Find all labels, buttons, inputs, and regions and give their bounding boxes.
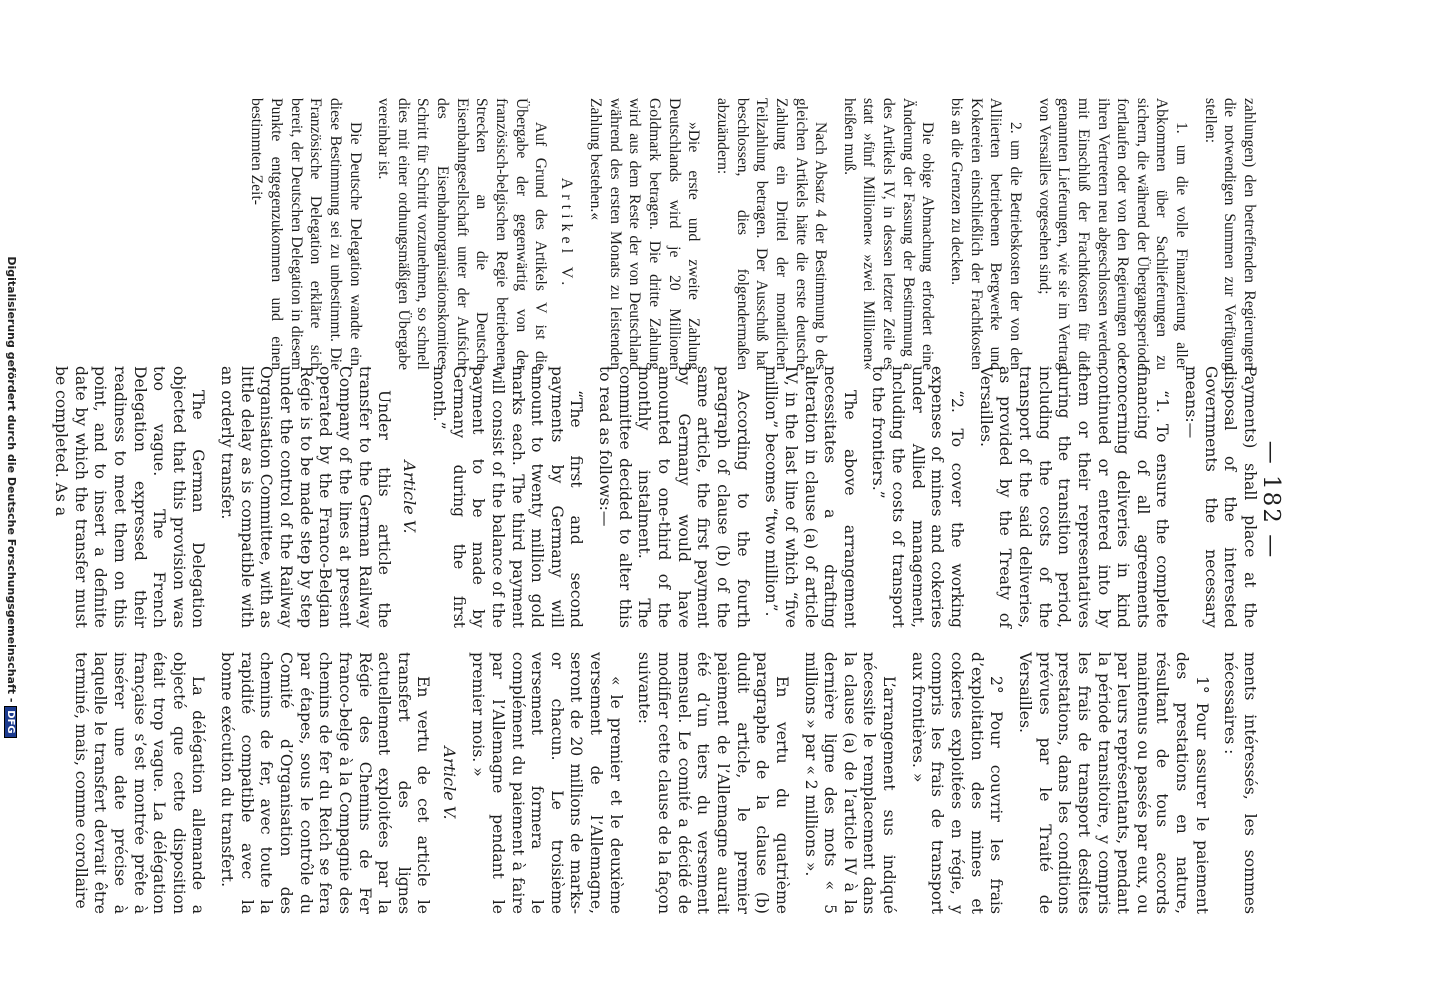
french-paragraph: 2° Pour couvrir les frais d’exploitation des mines et cokeries exploitées en régie, y compris les frais de transport aux frontières. » <box>908 652 1006 914</box>
french-article-heading: Article V. <box>439 746 459 820</box>
german-article-heading: Artikel V. <box>558 177 576 291</box>
french-paragraph: ments intéressés, les sommes nécessaires : <box>1221 652 1259 914</box>
german-paragraph: 2. um die Betriebskosten der von den Alliierten betriebenen Bergwerke und Kokereien einschließlich der Frachtkosten bis an die Grenzen zu decken. <box>948 98 1024 370</box>
english-paragraph: “1. To ensure the complete financing of all agreements concerning deliveries in kind continued or entered into by them or their representatives during the transition period, including the costs of the transport of the said deliveries, as provided by the Treaty of Versailles. <box>976 366 1172 628</box>
german-paragraph: 1. um die volle Finanzierung aller Abkommen über Sachlieferungen zu sichern, die während der Übergangsperiode fortlaufen oder von den Regierungen oder ihren Vertretern neu abgeschlossen werden, mit Einschluß der Frachtkosten für die genannten Lieferungen, wie sie im Vertrag von Versailles vorgesehen sind; <box>1035 98 1191 370</box>
french-column <box>71 652 1259 914</box>
german-column <box>119 98 1259 370</box>
english-paragraph: Under this article the transfer to the German Railway Company of the lines at present operated by the Franco-Belgian Régie is to be made step by step under the control of the Railway Organisation Committee, with as little delay as is compatible with an orderly transfer. <box>218 366 394 628</box>
english-paragraph: According to the fourth paragraph of clause (b) of the same article, the first payment by Germany would have amounted to one-third of the monthly instalment. The committee decided to alter this to read as follows:— <box>596 366 752 628</box>
footer-text: Digitalisierung gefördert durch die Deutsche Forschungsgemeinschaft - <box>5 256 18 703</box>
english-column <box>51 366 1259 628</box>
english-paragraph: The German Delegation objected that this provision was too vague. The French Delegation expressed their readiness to meet them on this point, and to insert a definite date by which the transfer must be completed. As a <box>51 366 208 628</box>
english-paragraph: Payments) shall place at the disposal of the interested Governments the necessary means:— <box>1182 366 1259 628</box>
english-paragraph: “2. To cover the working expenses of mines and cokeries under Allied management, including the costs of transport to the frontiers.” <box>869 366 967 628</box>
german-paragraph: »Die erste und zweite Zahlung Deutschlands wird je 20 Millionen Goldmark betragen. Die dritte Zahlung wird aus dem Reste der von Deutschland während des ersten Monats zu leistenden Zahlung bestehen.« <box>587 98 703 370</box>
german-paragraph: Nach Absatz 4 der Bestimmung b des gleichen Artikels hätte die erste deutsche Zahlung ein Drittel der monatlichen Teilzahlung betragen. Der Ausschuß hat beschlossen, dies folgendermaßen abzuändern: <box>713 98 830 370</box>
german-paragraph: zahlungen) den betreffenden Regierungen die notwendigen Summen zur Verfügung stellen: <box>1201 98 1258 370</box>
english-paragraph: The above arrangement necessitates a drafting alteration in clause (a) of article IV, in the last line of which “five million” becomes “two million”. <box>762 366 859 628</box>
french-paragraph: L’arrangement sus indiqué nécessite le remplacement dans la clause (a) de l’article IV à la dernière ligne des mots « 5 millions » par « 2 millions ». <box>801 652 899 914</box>
german-paragraph: Auf Grund des Artikels V ist die Übergabe der gegenwärtig von der französisch-belgischen Regie betriebenen Strecken an die Deutsche Eisenbahngesellschaft unter der Aufsicht des Eisenbahnorganisationskomitees Schritt für Schritt vorzunehmen, so schnell dies mit einer ordnungsmäßigen Übergabe vereinbar ist. <box>375 98 550 370</box>
french-paragraph: « le premier et le deuxième versement de l’Allemagne, seront de 20 millions de marks-or chacun. Le troisième versement formera le complément du paiement à faire par l’Allemagne pendant le premier mois. » <box>469 652 625 914</box>
french-paragraph: La délégation allemande a objecté que cette disposition était trop vague. La délégation française s’est montrée prête à insérer une date précise à laquelle le transfert devrait être terminé, mais, comme corollaire <box>71 652 208 914</box>
english-article-heading: Article V. <box>400 460 420 534</box>
french-paragraph: En vertu de cet article le transfert des lignes actuellement exploitées par la Régie des Chemins de Fer franco-belge à la Compagnie des chemins de fer du Reich se fera par étapes, sous le contrôle du Comité d’Organisation des chemins de fer, avec toute la rapidité compatible avec la bonne exécution du transfert. <box>218 652 433 914</box>
english-paragraph: “The first and second payments by Germany will amount to twenty million gold marks each. The third payment will consist of the balance of the payment to be made by Germany during the first month.” <box>430 366 586 628</box>
french-paragraph: 1° Pour assurer le paiement des prestations en nature, résultant de tous accords maintenus ou passés par eux, ou par leurs représentants, pendant la période transitoire, y compris les frais de transport desdites prestations, dans les conditions prévues par le Traité de Versailles. <box>1015 652 1211 914</box>
german-paragraph: Die Deutsche Delegation wandte ein, diese Bestimmung sei zu unbestimmt. Die Französische Delegation erklärte sich bereit, der Deutschen Delegation in diesem Punkte entgegenzukommen und einen bestimmten Zeit- <box>248 98 364 370</box>
dfg-logo: DFG <box>4 706 17 737</box>
page-number: — 182 — <box>1258 440 1284 560</box>
digitization-footer <box>4 0 18 1000</box>
german-paragraph: Die obige Abmachung erfordert eine Änderung der Fassung der Bestimmung a des Artikels IV, in dessen letzter Zeile es statt »fünf Millionen« »zwei Millionen« heißen muß. <box>840 98 937 370</box>
french-paragraph: En vertu du quatrième paragraphe de la clause (b) dudit article, le premier paiement de l’Allemagne aurait été d’un tiers du versement mensuel. Le comité a décidé de modifier cette clause de la façon suivante: <box>635 652 791 914</box>
